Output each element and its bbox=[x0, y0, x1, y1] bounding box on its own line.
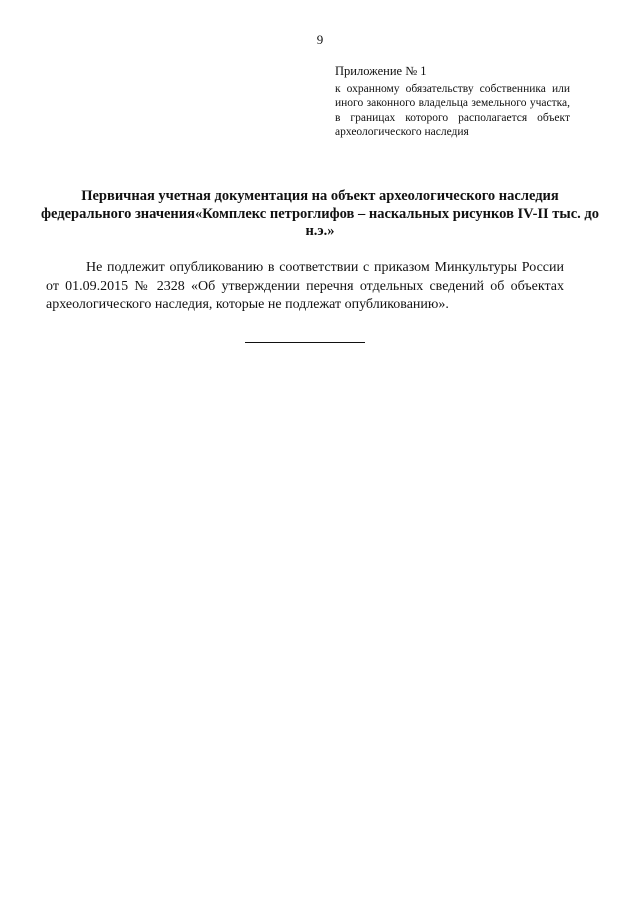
appendix-block bbox=[335, 64, 570, 140]
section-divider bbox=[245, 342, 365, 343]
appendix-title: Приложение № 1 bbox=[335, 64, 427, 78]
document-heading: Первичная учетная документация на объект археологического наследия федерального значения«Комплекс петроглифов – наскальных рисунков IV-II тыс. до н.э.» bbox=[40, 188, 600, 239]
appendix-text: к охранному обязательству собственника или иного законного владельца земельного участка, в границах которого располагается объект археологического наследия bbox=[335, 82, 570, 139]
page-number: 9 bbox=[316, 32, 324, 47]
body-paragraph: Не подлежит опубликованию в соответствии с приказом Минкультуры России от 01.09.2015 № 2328 «Об утверждении перечня отдельных сведений об объектах археологического наследия, которые не подлежат опубликованию». bbox=[46, 260, 564, 312]
